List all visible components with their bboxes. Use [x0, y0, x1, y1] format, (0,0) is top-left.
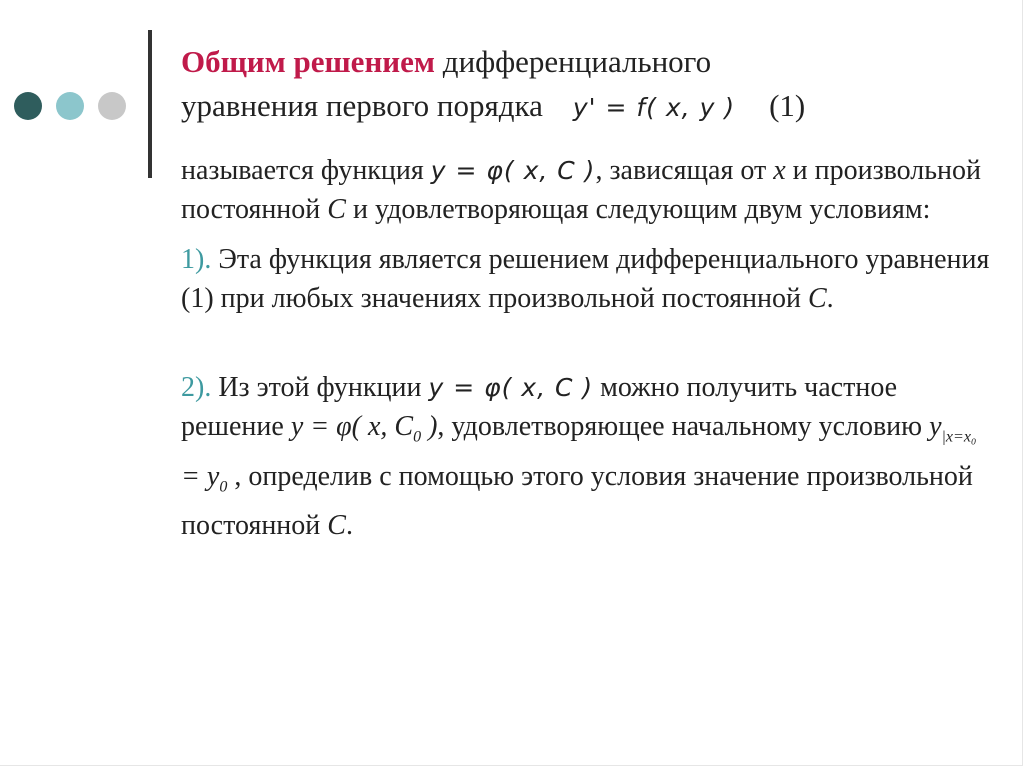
- condition-1-paragraph: [181, 240, 1001, 318]
- intro-formula-function: y = φ( x, C ): [430, 156, 596, 185]
- dot-dark-icon: [14, 92, 42, 120]
- dot-mid-icon: [56, 92, 84, 120]
- intro-text-4: и удовлетворяющая следующим двум условиям:: [345, 194, 931, 225]
- condition-2-paragraph: [181, 368, 1001, 545]
- condition-1-text: Эта функция является решением дифференциального уравнения (1) при любых значениях произвольной постоянной: [181, 244, 990, 314]
- condition-2-end: .: [345, 510, 353, 542]
- intro-text-2: , зависящая от: [595, 155, 774, 186]
- initial-condition-y: y: [929, 411, 942, 442]
- condition-2-label: 2).: [181, 372, 212, 403]
- initial-condition-subscript-0: 0: [219, 478, 228, 496]
- condition-2-constant-c: C: [327, 510, 346, 542]
- title-line1-rest: дифференциального: [435, 44, 712, 79]
- particular-solution-main: y = φ( x, C: [290, 411, 414, 442]
- intro-text-3: и произвольной постоянной: [181, 155, 982, 225]
- intro-variable-x: x: [773, 155, 786, 186]
- particular-solution-formula: [290, 411, 438, 446]
- title-line-1: [181, 40, 805, 84]
- particular-solution-subscript: 0: [413, 428, 422, 446]
- intro-constant-c: C: [327, 194, 346, 225]
- title-equation: y' = f( x, y ): [572, 93, 736, 122]
- condition-1-end: .: [826, 283, 834, 314]
- title-line-2: [181, 84, 805, 130]
- title-equation-number: (1): [769, 88, 806, 123]
- dot-light-icon: [98, 92, 126, 120]
- title-divider-bar: [148, 30, 152, 178]
- intro-text-1: называется функция: [181, 155, 431, 186]
- slide-body: [181, 151, 1001, 545]
- intro-paragraph: [181, 151, 1001, 229]
- title-accent: Общим решением: [181, 44, 436, 79]
- condition-2-text-3: , удовлетворяющее начальному условию: [437, 411, 930, 442]
- title-line2-text: уравнения первого порядка: [181, 88, 543, 123]
- initial-condition-eq: = y: [181, 460, 220, 492]
- condition-1-constant-c: C: [807, 283, 827, 314]
- condition-2-text-2: можно получить частное решение: [181, 372, 898, 442]
- condition-2-text-4: , определив с помощью этого условия значение произвольной постоянной: [181, 460, 973, 542]
- initial-condition-subscript: |x=x₀: [941, 428, 977, 446]
- condition-2-formula-function: y = φ( x, C ): [428, 373, 594, 402]
- condition-2-text-1: Из этой функции: [211, 372, 429, 403]
- particular-solution-end: ): [421, 411, 438, 442]
- condition-1-label: 1).: [181, 244, 212, 275]
- slide-title: [181, 40, 805, 130]
